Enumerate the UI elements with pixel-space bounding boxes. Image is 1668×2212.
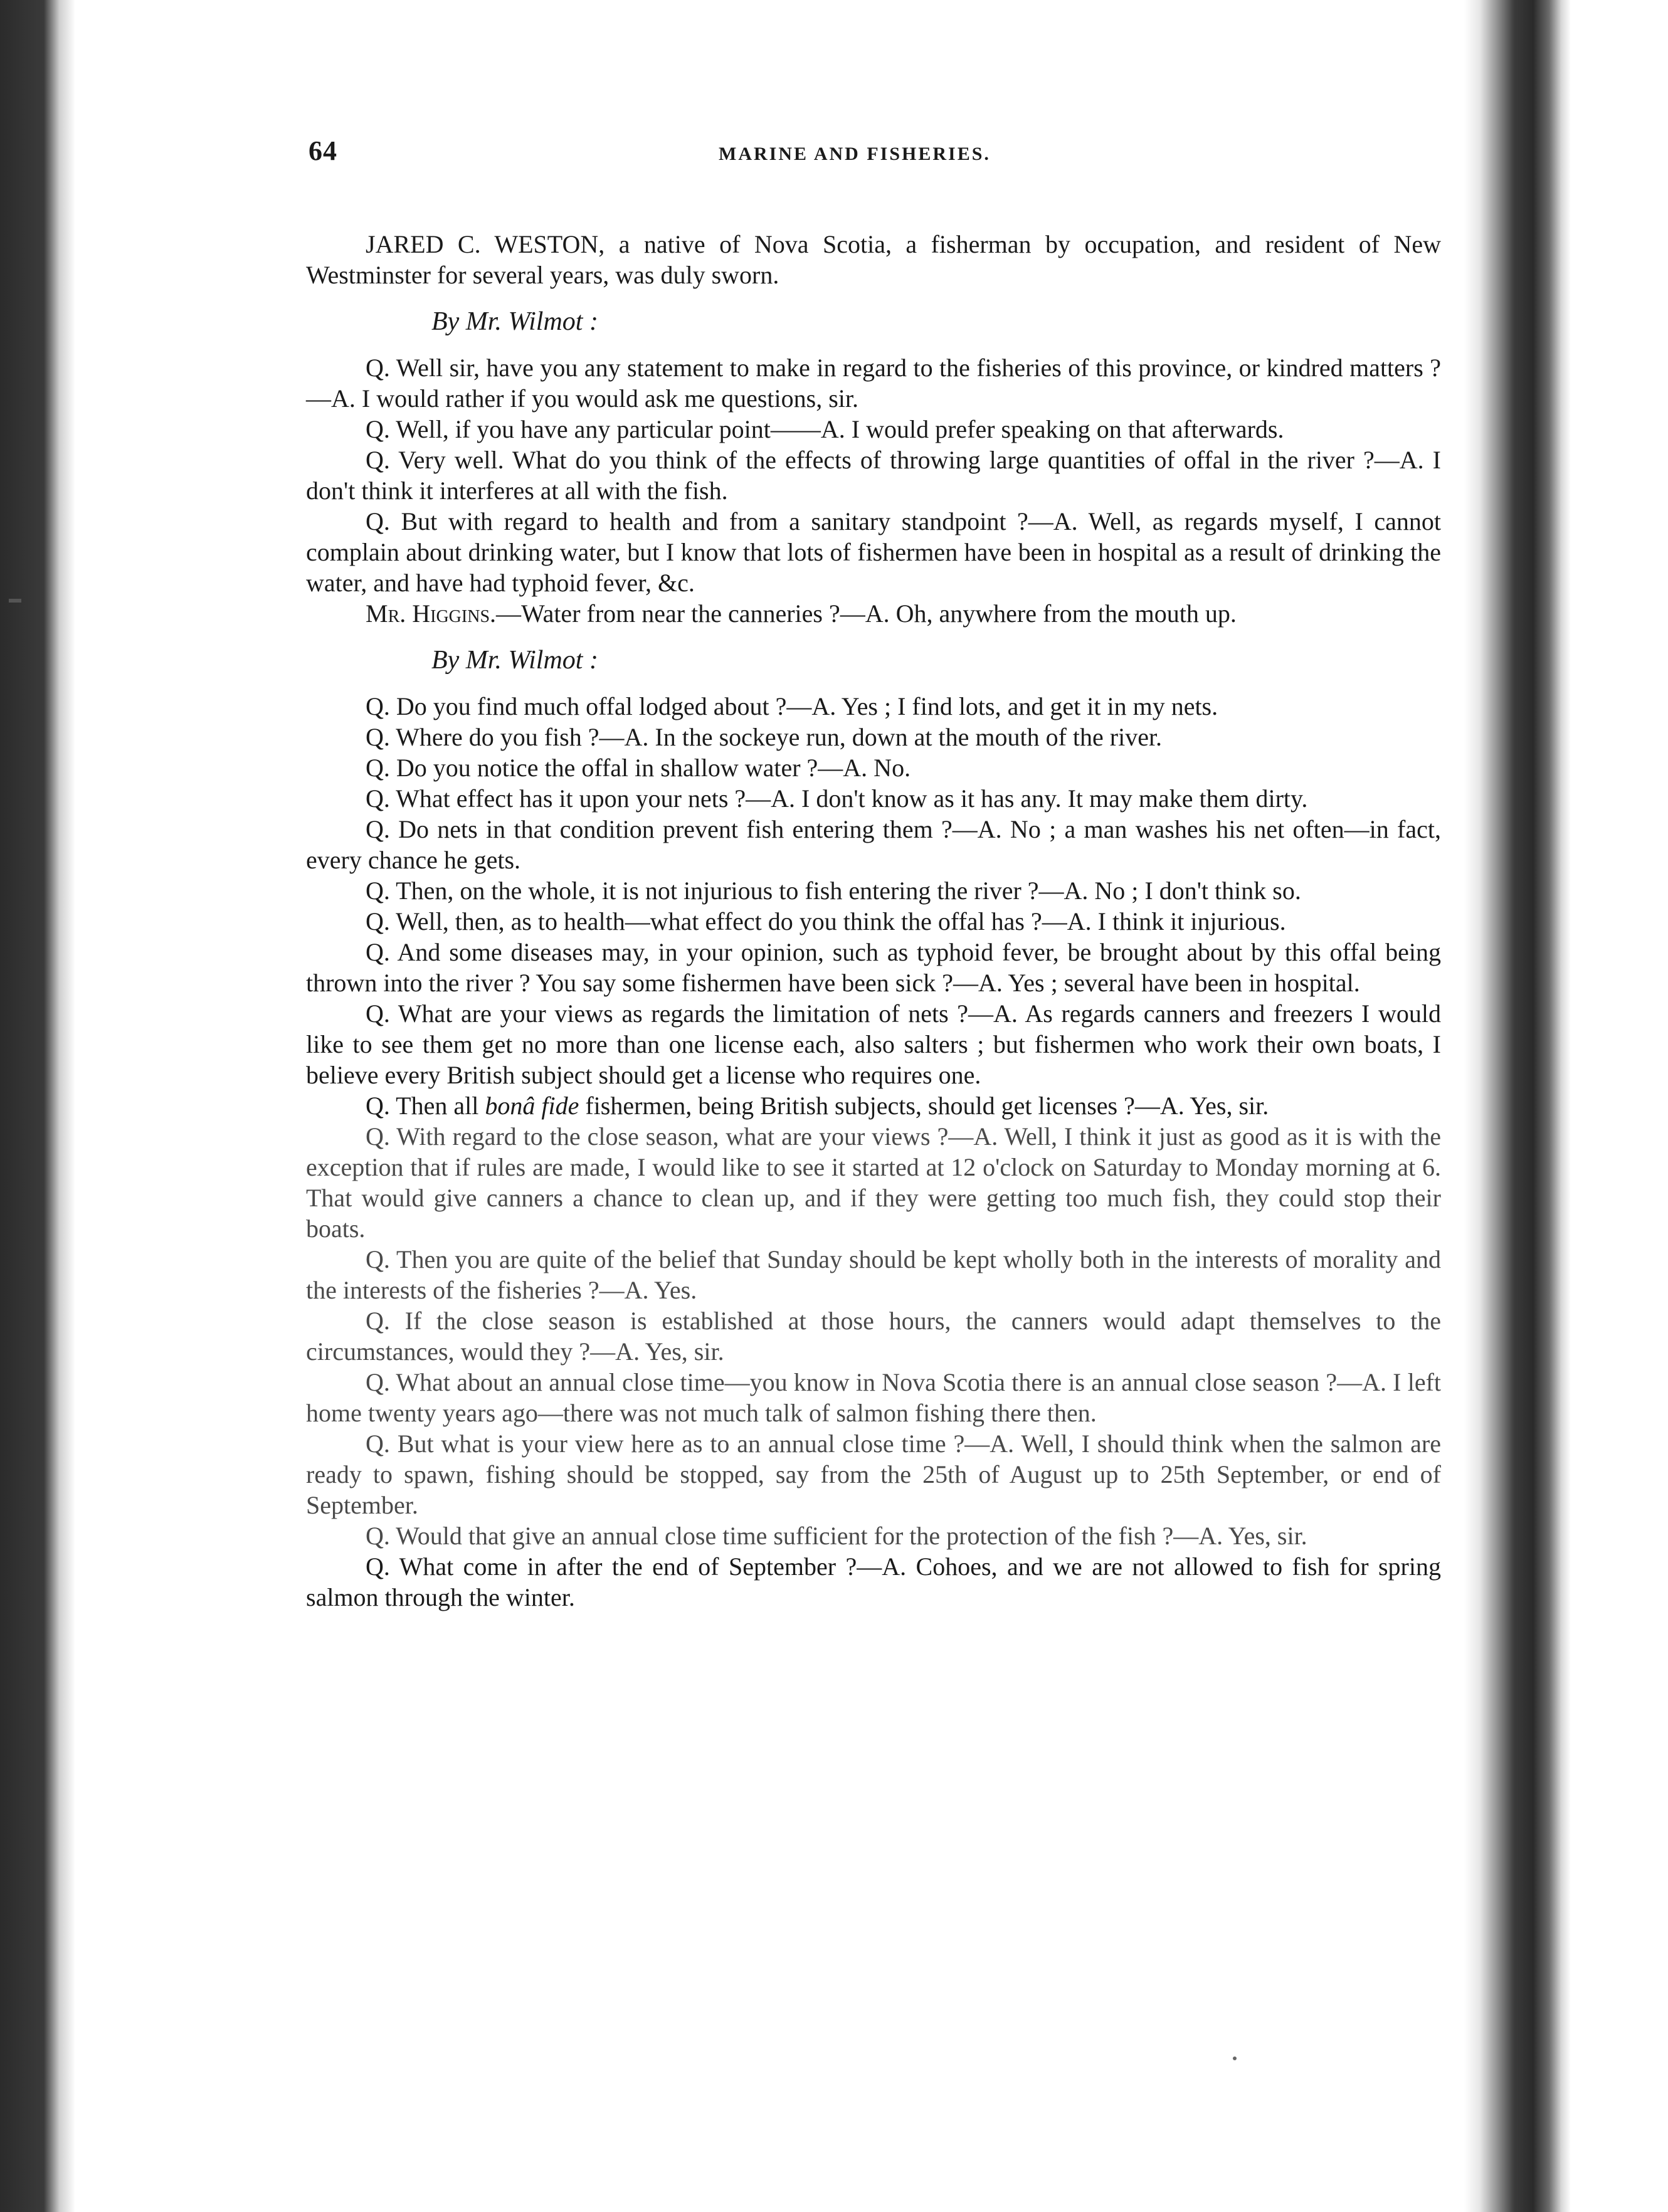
higgins-paragraph bbox=[306, 598, 1441, 629]
speaker-text: —Water from near the canneries ?—A. Oh, anywhere from the mouth up. bbox=[496, 599, 1237, 628]
bona-fide-after: fishermen, being British subjects, should get licenses ?—A. Yes, sir. bbox=[579, 1092, 1269, 1120]
speaker-name: Mr. Higgins. bbox=[366, 599, 497, 628]
scan-mark bbox=[9, 599, 21, 603]
qa-paragraph: Q. What are your views as regards the limitation of nets ?—A. As regards canners and freezers I would like to see them get no more than one license each, also salters ; but fishermen who work their own boats, I believe every British subject should get a license who requires one. bbox=[306, 999, 1441, 1089]
examiner-heading: By Mr. Wilmot : bbox=[431, 307, 598, 336]
qa-paragraph: Q. Would that give an annual close time sufficient for the protection of the fish ?—A. Yes, sir. bbox=[366, 1522, 1307, 1550]
qa-paragraph: Q. Do nets in that condition prevent fish entering them ?—A. No ; a man washes his net often—in fact, every chance he gets. bbox=[306, 815, 1441, 874]
qa-paragraph: Q. Do you notice the offal in shallow water ?—A. No. bbox=[366, 754, 911, 782]
qa-paragraph: Q. If the close season is established at those hours, the canners would adapt themselves to the circumstances, would they ?—A. Yes, sir. bbox=[306, 1307, 1441, 1366]
page-header bbox=[306, 135, 1441, 172]
qa-paragraph: Q. Very well. What do you think of the effects of throwing large quantities of offal in the river ?—A. I don't think it interferes at all with the fish. bbox=[306, 446, 1441, 505]
bona-fide-before: Q. Then all bbox=[366, 1092, 485, 1120]
qa-paragraph bbox=[306, 1090, 1441, 1121]
scan-speck bbox=[1233, 2057, 1237, 2060]
qa-paragraph: Q. Well sir, have you any statement to make in regard to the fisheries of this province, or kindred matters ?—A. I would rather if you would ask me questions, sir. bbox=[306, 354, 1441, 413]
bona-fide-italic: bonâ fide bbox=[485, 1092, 579, 1120]
page-number: 64 bbox=[309, 135, 337, 166]
running-head: MARINE AND FISHERIES. bbox=[719, 144, 991, 164]
qa-paragraph: Q. What effect has it upon your nets ?—A. I don't know as it has any. It may make them dirty. bbox=[366, 784, 1308, 813]
testimony-body bbox=[306, 229, 1441, 1613]
qa-paragraph: Q. Well, then, as to health—what effect do you think the offal has ?—A. I think it injurious. bbox=[366, 907, 1286, 935]
scan-left-edge bbox=[0, 0, 75, 2212]
qa-paragraph: Q. Where do you fish ?—A. In the sockeye run, down at the mouth of the river. bbox=[366, 723, 1163, 751]
witness-intro: JARED C. WESTON, a native of Nova Scotia, a fisherman by occupation, and resident of New Westminster for several years, was duly sworn. bbox=[306, 230, 1441, 289]
qa-paragraph: Q. Then you are quite of the belief that Sunday should be kept wholly both in the interests of morality and the interests of the fisheries ?—A. Yes. bbox=[306, 1245, 1441, 1304]
qa-paragraph: Q. What about an annual close time—you know in Nova Scotia there is an annual close season ?—A. I left home twenty years ago—there was not much talk of salmon fishing there then. bbox=[306, 1368, 1441, 1427]
qa-paragraph: Q. But with regard to health and from a sanitary standpoint ?—A. Well, as regards myself, I cannot complain about drinking water, but I know that lots of fishermen have been in hospital as a result of drinking the water, and have had typhoid fever, &c. bbox=[306, 507, 1441, 597]
qa-paragraph: Q. And some diseases may, in your opinion, such as typhoid fever, be brought about by this offal being thrown into the river ? You say some fishermen have been sick ?—A. Yes ; several have been in hospital. bbox=[306, 938, 1441, 997]
qa-paragraph: Q. But what is your view here as to an annual close time ?—A. Well, I should think when the salmon are ready to spawn, fishing should be stopped, say from the 25th of August up to 25th September, or end of September. bbox=[306, 1430, 1441, 1519]
qa-paragraph: Q. What come in after the end of September ?—A. Cohoes, and we are not allowed to fish for spring salmon through the winter. bbox=[306, 1552, 1441, 1611]
qa-paragraph: Q. With regard to the close season, what are your views ?—A. Well, I think it just as good as it is with the exception that if rules are made, I would like to see it started at 12 o'clock on Saturday to Monday morning at 6. That would give canners a chance to clean up, and if they were getting too much fish, they could stop their boats. bbox=[306, 1122, 1441, 1243]
page-gutter bbox=[1464, 0, 1571, 2212]
qa-paragraph: Q. Well, if you have any particular point——A. I would prefer speaking on that afterwards. bbox=[366, 415, 1284, 443]
qa-paragraph: Q. Do you find much offal lodged about ?—A. Yes ; I find lots, and get it in my nets. bbox=[366, 692, 1218, 720]
qa-paragraph: Q. Then, on the whole, it is not injurious to fish entering the river ?—A. No ; I don't think so. bbox=[366, 877, 1301, 905]
examiner-heading: By Mr. Wilmot : bbox=[431, 646, 598, 675]
main-page bbox=[306, 135, 1441, 1613]
